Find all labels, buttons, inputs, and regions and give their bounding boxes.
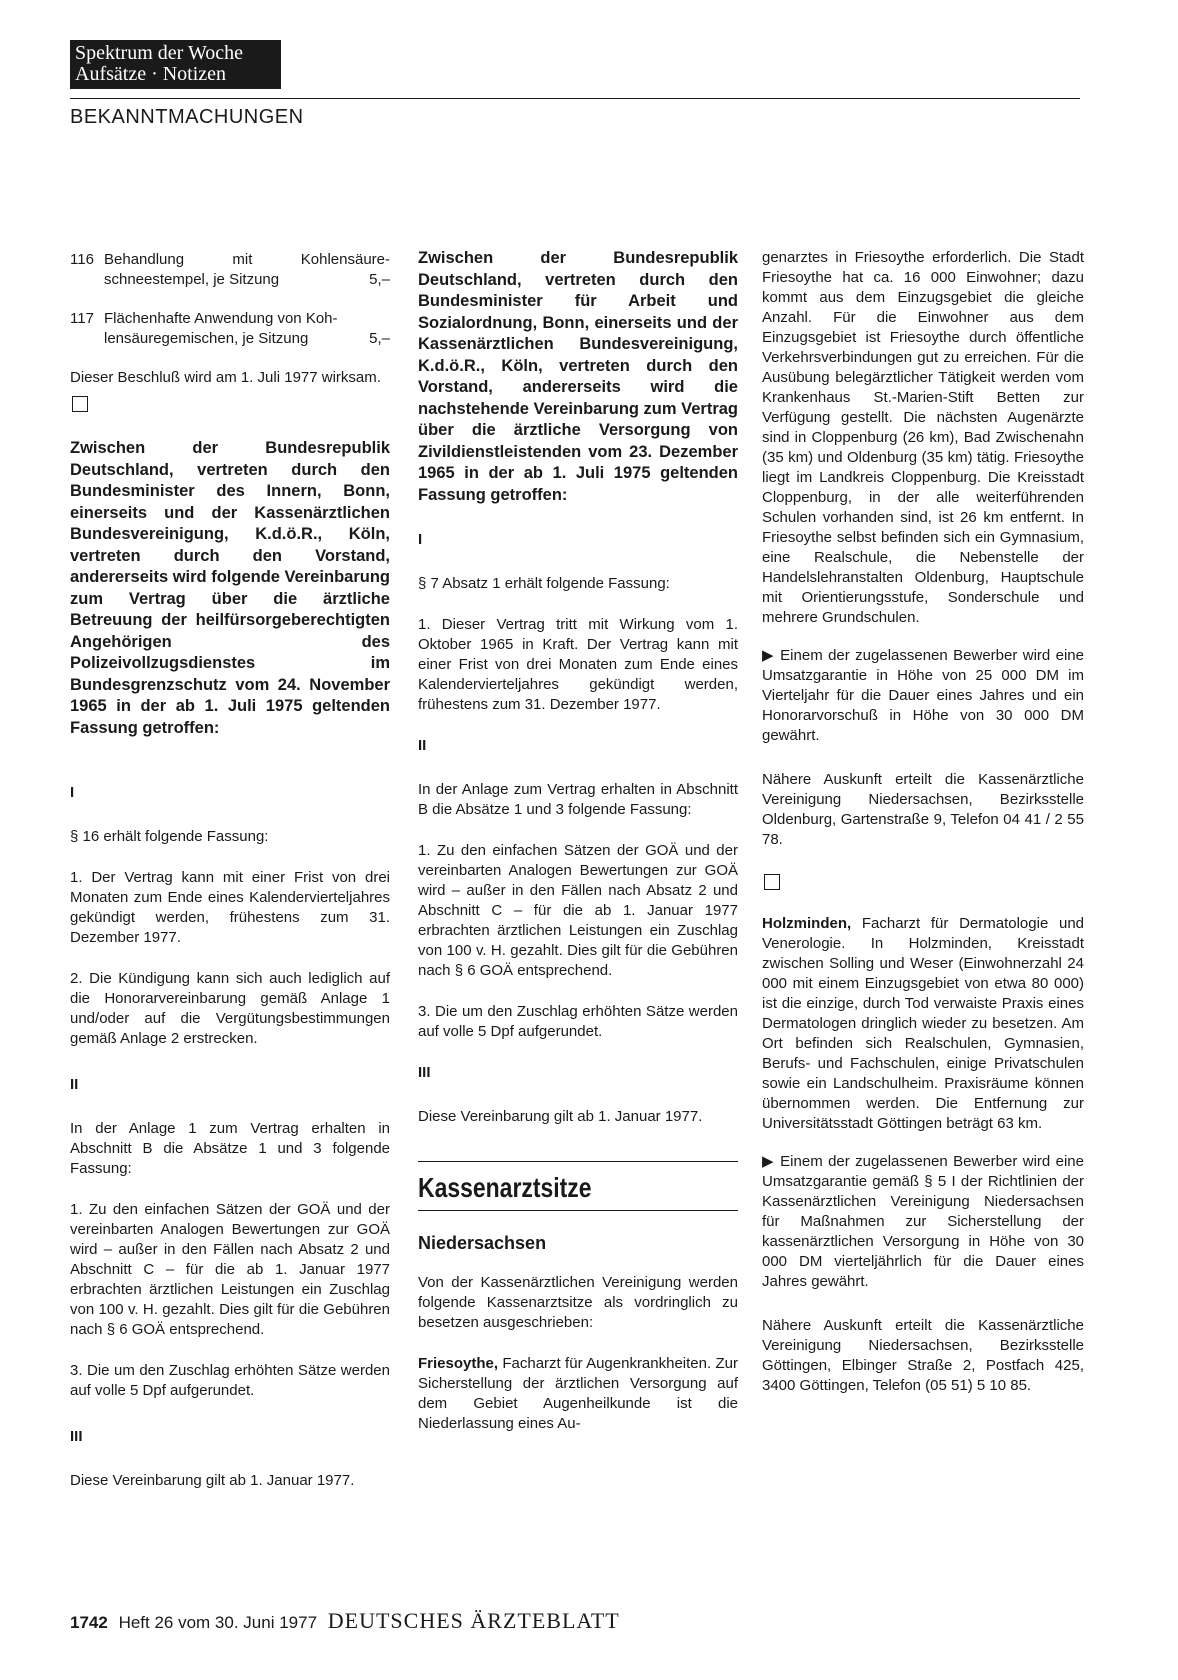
fee-item-text: Behandlung <box>104 251 185 268</box>
paragraph: In der Anlage 1 zum Vertrag erhalten in Abschnitt B die Absätze 1 und 3 folgende Fassung: <box>70 1120 390 1177</box>
roman-numeral-II: II <box>70 1076 79 1093</box>
column-3 <box>762 248 1084 1417</box>
listing-holzminden <box>762 914 1084 1134</box>
paragraph: 1. Zu den einfachen Sätzen der GOÄ und der vereinbarten Analogen Bewertungen zur GOÄ wird – außer in den Fällen nach Absatz 2 und Abschnitt C – für die ab 1. Januar 1977 erbrachten ärztlichen Leistungen ein Zuschlag von 100 v. H. gezahlt. Dies gilt für die Gebühren nach § 6 GOÄ entsprechend. <box>418 842 738 979</box>
paragraph: § 16 erhält folgende Fassung: <box>70 828 269 845</box>
contact-paragraph: Nähere Auskunft erteilt die Kassenärztliche Vereinigung Niedersachsen, Bezirksstelle Oldenburg, Gartenstraße 9, Telefon 04 41 / 2 55 78. <box>762 771 1084 848</box>
fee-item-number: 116 <box>70 251 94 268</box>
page-number: 1742 <box>70 1613 108 1632</box>
section-separator-box <box>764 874 780 890</box>
effective-date-paragraph: Dieser Beschluß wird am 1. Juli 1977 wirksam. <box>70 369 381 386</box>
header-rule <box>70 98 1080 99</box>
fee-item-text: mit <box>232 251 253 268</box>
paragraph: Von der Kassenärztlichen Vereinigung werden folgende Kassenarztsitze als vordringlich zu besetzen ausgeschrieben: <box>418 1274 738 1331</box>
listing-text: Facharzt für Dermatologie und Venerologie. In Holzminden, Kreisstadt zwischen Solling und Weser (Einwohnerzahl 24 000 mit einem Einzugsgebiet von etwa 80 000) ist die einzige, durch Tod verwaiste Praxis eines Dermatologen dringlich wieder zu besetzen. Am Ort befinden sich Realschulen, Gymnasien, Berufs- und Fachschulen, einige Privatschulen sowie ein Landschulheim. Praxisräume können übernommen werden. Die Entfernung zur Universitätsstadt Göttingen beträgt 63 km. <box>762 915 1084 1132</box>
region-heading: Niedersachsen <box>418 1233 547 1253</box>
roman-numeral-III: III <box>418 1064 431 1081</box>
paragraph: In der Anlage zum Vertrag erhalten in Abschnitt B die Absätze 1 und 3 folgende Fassung: <box>418 781 738 818</box>
paragraph: 3. Die um den Zuschlag erhöhten Sätze werden auf volle 5 Dpf aufgerundet. <box>418 1003 738 1040</box>
contact-paragraph: Nähere Auskunft erteilt die Kassenärztliche Vereinigung Niedersachsen, Bezirksstelle Göttingen, Elbinger Straße 2, Postfach 425, 3400 Göttingen, Telefon (05 51) 5 10 85. <box>762 1317 1084 1394</box>
page-footer <box>70 1608 620 1634</box>
roman-numeral-I: I <box>418 531 423 548</box>
listing-city: Holzminden, <box>762 915 852 932</box>
section-header-badge <box>70 40 281 89</box>
kassenarztsitze-bottom-rule <box>418 1210 738 1211</box>
listing-friesoythe <box>418 1354 738 1434</box>
issue-info: Heft 26 vom 30. Juni 1977 <box>118 1613 318 1632</box>
fee-item-number: 117 <box>70 310 94 327</box>
paragraph: § 7 Absatz 1 erhält folgende Fassung: <box>418 575 670 592</box>
paragraph: genarztes in Friesoythe erforderlich. Die Stadt Friesoythe hat ca. 16 000 Einwohner; dazu kommt aus dem Einzugsgebiet die gleiche Anzahl. Für die Einwohner aus dem Einzugsgebiet ist Friesoythe durch öffentliche Verkehrsverbindungen gut zu erreichen. Für die Ausübung belegärztlicher Tätigkeit werden vom Krankenhaus St.-Marien-Stift Betten zur Verfügung gestellt. Die nächsten Augenärzte sind in Cloppenburg (26 km), Bad Zwischenahn (35 km) und Oldenburg (35 km) tätig. Friesoythe liegt im Landkreis Cloppenburg. Die Kreisstadt Cloppenburg, in der alle weiterführenden Schulen vorhanden sind, ist 26 km entfernt. In Friesoythe selbst befinden sich ein Gymnasium, eine Realschule, die Nebenstelle der Handelslehranstalten Oldenburg, Hauptschule mit Orientierungsstufe, Sonderschule und mehrere Grundschulen. <box>762 249 1084 626</box>
fee-item-text: schneestempel, je Sitzung <box>104 271 280 288</box>
paragraph: 1. Der Vertrag kann mit einer Frist von drei Monaten zum Ende eines Kalendervierteljahres gekündigt werden, frühestens zum 31. Dezember 1977. <box>70 869 390 946</box>
fee-item-price: 5,– <box>369 330 390 347</box>
fee-item-117 <box>70 309 390 349</box>
magazine-title: DEUTSCHES ÄRZTEBLATT <box>327 1608 620 1633</box>
listing-city: Friesoythe, <box>418 1355 499 1372</box>
paragraph: ▶ Einem der zugelassenen Bewerber wird eine Umsatzgarantie gemäß § 5 I der Richtlinien der Kassenärztlichen Vereinigung Niedersachsen für Maßnahmen zur Sicherstellung der kassenärztlichen Versorgung in Höhe von 30 000 DM vierteljährlich für die Dauer eines Jahres gewährt. <box>762 1153 1084 1290</box>
paragraph: ▶ Einem der zugelassenen Bewerber wird eine Umsatzgarantie in Höhe von 25 000 DM im Vierteljahr für die Dauer eines Jahres und ein Honorarvorschuß in Höhe von 30 000 DM gewährt. <box>762 647 1084 744</box>
section-separator-box <box>72 396 88 412</box>
paragraph: Diese Vereinbarung gilt ab 1. Januar 1977. <box>70 1472 355 1489</box>
listing-text: Facharzt für Augenkrankheiten. Zur Sicherstellung der ärztlichen Versorgung auf dem Gebiet Augenheilkunde ist die Niederlassung eines Au- <box>418 1355 738 1432</box>
kassenarztsitze-top-rule <box>418 1161 738 1162</box>
paragraph: 1. Zu den einfachen Sätzen der GOÄ und der vereinbarten Analogen Bewertungen zur GOÄ wird – außer in den Fällen nach Absatz 2 und Abschnitt C – für die ab 1. Januar 1977 erbrachten ärztlichen Leistungen ein Zuschlag von 100 v. H. gezahlt. Dies gilt für die Gebühren nach § 6 GOÄ entsprechend. <box>70 1201 390 1338</box>
fee-item-text: Kohlensäure- <box>300 251 390 268</box>
paragraph: 2. Die Kündigung kann sich auch lediglich auf die Honorarvereinbarung gemäß Anlage 1 und/oder auf die Vergütungsbestimmungen gemäß Anlage 2 erstrecken. <box>70 970 390 1047</box>
agreement-intro-civil-service: Zwischen der Bundesrepublik Deutschland, vertreten durch den Bundesminister für Arbeit und Sozialordnung, Bonn, einerseits und der Kassenärztlichen Bundesvereinigung, K.d.ö.R., Köln, vertreten durch den Vorstand, andererseits wird die nachstehende Vereinbarung zum Vertrag über die ärztliche Versorgung von Zivildienstleistenden vom 23. Dezember 1965 in der ab 1. Juli 1975 geltenden Fassung getroffen: <box>418 249 739 504</box>
column-2 <box>418 248 738 1455</box>
roman-numeral-I: I <box>70 784 75 801</box>
roman-numeral-III: III <box>70 1428 83 1445</box>
section-title: BEKANNTMACHUNGEN <box>70 106 304 128</box>
paragraph: Diese Vereinbarung gilt ab 1. Januar 1977. <box>418 1108 703 1125</box>
column-1 <box>70 250 390 1512</box>
paragraph: 1. Dieser Vertrag tritt mit Wirkung vom 1. Oktober 1965 in Kraft. Der Vertrag kann mit einer Frist von drei Monaten zum Ende eines Kalendervierteljahres gekündigt werden, frühestens zum 31. Dezember 1977. <box>418 616 738 713</box>
header-line-1: Spektrum der Woche <box>75 42 243 64</box>
header-line-2: Aufsätze · Notizen <box>75 63 227 85</box>
agreement-intro-police: Zwischen der Bundesrepublik Deutschland, vertreten durch den Bundesminister des Innern, Bonn, einerseits und der Kassenärztlichen Bundesvereinigung, K.d.ö.R., Köln, vertreten durch den Vorstand, andererseits wird folgende Vereinbarung zum Vertrag über die ärztliche Betreuung der heilfürsorgeberechtigten Angehörigen des Polizeivollzugsdienstes im Bundesgrenzschutz vom 24. November 1965 in der ab 1. Juli 1975 geltenden Fassung getroffen: <box>70 439 391 737</box>
fee-item-price: 5,– <box>369 271 390 288</box>
fee-item-116 <box>70 250 390 290</box>
roman-numeral-II: II <box>418 737 427 754</box>
fee-item-text: lensäuregemischen, je Sitzung <box>104 330 309 347</box>
kassenarztsitze-heading: Kassenarztsitze <box>418 1172 592 1203</box>
fee-item-text: Flächenhafte Anwendung von Koh- <box>104 310 338 327</box>
paragraph: 3. Die um den Zuschlag erhöhten Sätze werden auf volle 5 Dpf aufgerundet. <box>70 1362 390 1399</box>
